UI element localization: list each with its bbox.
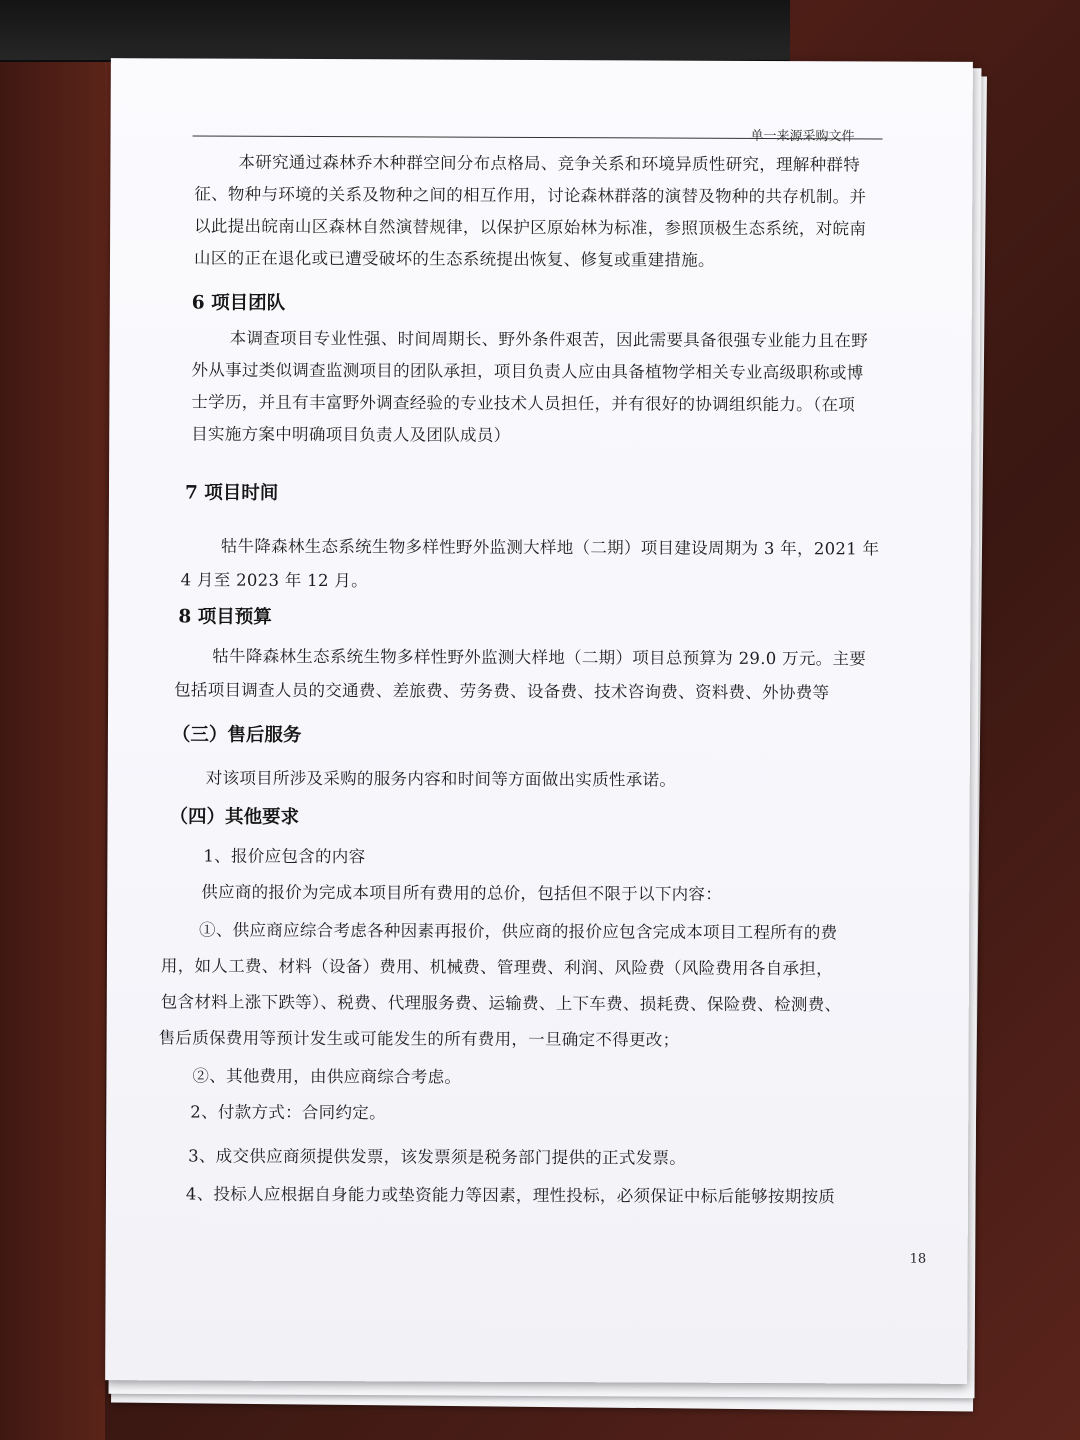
background-monitor	[0, 0, 790, 62]
paragraph-line: 2、付款方式：合同约定。	[190, 1102, 386, 1123]
page-number: 18	[909, 1251, 927, 1267]
paragraph-line: 售后质保费用等预计发生或可能发生的所有费用，一旦确定不得更改；	[158, 1028, 680, 1050]
paragraph-line: 4、投标人应根据自身能力或垫资能力等因素，理性投标，必须保证中标后能够按期按质	[185, 1184, 836, 1207]
paragraph-line: 4 月至 2023 年 12 月。	[180, 570, 368, 591]
paragraph-line: 山区的正在退化或已遭受破坏的生态系统提出恢复、修复或重建措施。	[193, 248, 715, 270]
section-heading: 7 项目时间	[184, 482, 279, 504]
paragraph-line: 1、报价应包含的内容	[203, 846, 366, 867]
paragraph-line: 士学历，并且有丰富野外调查经验的专业技术人员担任，并有很好的协调组织能力。（在项	[191, 392, 856, 415]
paragraph-line: 外从事过类似调查监测项目的团队承担，项目负责人应由具备植物学相关专业高级职称或博	[191, 360, 864, 383]
document-page	[105, 58, 973, 1384]
document-header: 单一来源采购文件	[750, 128, 855, 145]
paragraph-line: 包括项目调查人员的交通费、差旅费、劳务费、设备费、技术咨询费、资料费、外协费等	[174, 680, 830, 703]
paragraph-line: 以此提出皖南山区森林自然演替规律，以保护区原始林为标准，参照顶极生态系统，对皖南	[194, 216, 867, 239]
paragraph-line: 3、成交供应商须提供发票，该发票须是税务部门提供的正式发票。	[188, 1146, 687, 1168]
paragraph-line: ①、供应商应综合考虑各种因素再报价，供应商的报价应包含完成本项目工程所有的费	[199, 920, 838, 943]
paragraph-line: 牯牛降森林生态系统生物多样性野外监测大样地（二期）项目总预算为 29.0 万元。主要	[212, 646, 867, 669]
background-desk	[0, 0, 105, 1440]
section-heading: （四）其他要求	[169, 806, 300, 828]
paragraph-line: 本调查项目专业性强、时间周期长、野外条件艰苦，因此需要具备很强专业能力且在野	[229, 328, 869, 351]
paragraph-line: ②、其他费用，由供应商综合考虑。	[192, 1066, 462, 1087]
paragraph-line: 本研究通过森林乔木种群空间分布点格局、竞争关系和环境异质性研究，理解种群特	[238, 152, 861, 175]
paragraph-line: 包含材料上涨下跌等）、税费、代理服务费、运输费、上下车费、损耗费、保险费、检测费、	[160, 992, 842, 1015]
paragraph-line: 供应商的报价为完成本项目所有费用的总价，包括但不限于以下内容：	[201, 882, 723, 904]
section-heading: 8 项目预算	[178, 606, 272, 628]
paragraph-line: 目实施方案中明确项目负责人及团队成员）	[191, 424, 511, 445]
paragraph-line: 用，如人工费、材料（设备）费用、机械费、管理费、利润、风险费（风险费用各自承担，	[160, 956, 833, 979]
paragraph-line: 征、物种与环境的关系及物种之间的相互作用，讨论森林群落的演替及物种的共存机制。并	[194, 184, 867, 207]
paragraph-line: 对该项目所涉及采购的服务内容和时间等方面做出实质性承诺。	[205, 768, 677, 790]
section-heading: 6 项目团队	[191, 292, 286, 314]
paragraph-line: 牯牛降森林生态系统生物多样性野外监测大样地（二期）项目建设周期为 3 年，2021 年	[220, 536, 880, 559]
section-heading: （三）售后服务	[171, 724, 302, 746]
